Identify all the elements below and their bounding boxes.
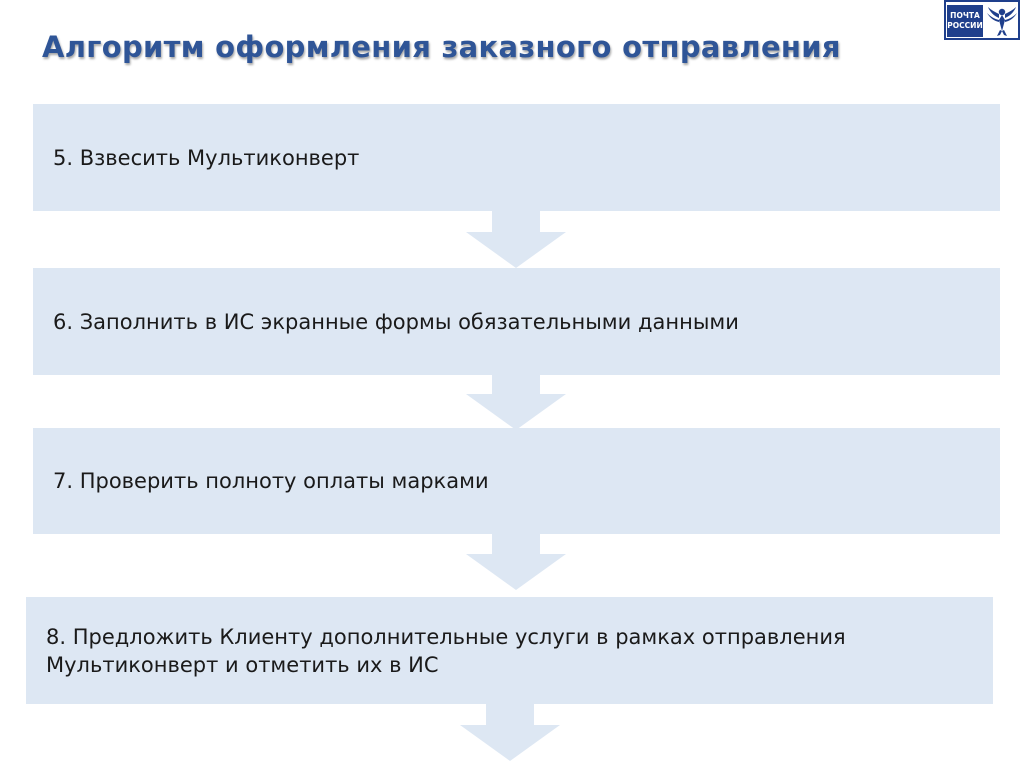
step-8-line-1: 8. Предложить Клиенту дополнительные услуги в рамках отправления <box>46 624 846 649</box>
step-6-box <box>33 268 1000 375</box>
step-8-text <box>46 623 846 679</box>
logo-line-2: РОССИИ <box>947 21 983 30</box>
down-arrow-icon <box>466 374 566 430</box>
eagle-emblem-icon <box>986 4 1018 38</box>
down-arrow-icon <box>466 211 566 268</box>
slide-title: Алгоритм оформления заказного отправления <box>42 30 841 64</box>
step-8-line-2: Мультиконверт и отметить их в ИС <box>46 652 439 677</box>
down-arrow-icon <box>460 703 560 761</box>
step-5-box <box>33 104 1000 211</box>
logo-line-1: ПОЧТА <box>950 11 980 20</box>
step-6-text: 6. Заполнить в ИС экранные формы обязательными данными <box>53 309 739 334</box>
down-arrow-icon <box>466 534 566 590</box>
russian-post-logo <box>944 0 1020 40</box>
step-7-text: 7. Проверить полноту оплаты марками <box>53 469 489 493</box>
step-5-text: 5. Взвесить Мультиконверт <box>53 145 360 170</box>
logo-wordmark <box>947 5 983 37</box>
step-7-box <box>33 428 1000 534</box>
step-8-box <box>26 597 993 704</box>
